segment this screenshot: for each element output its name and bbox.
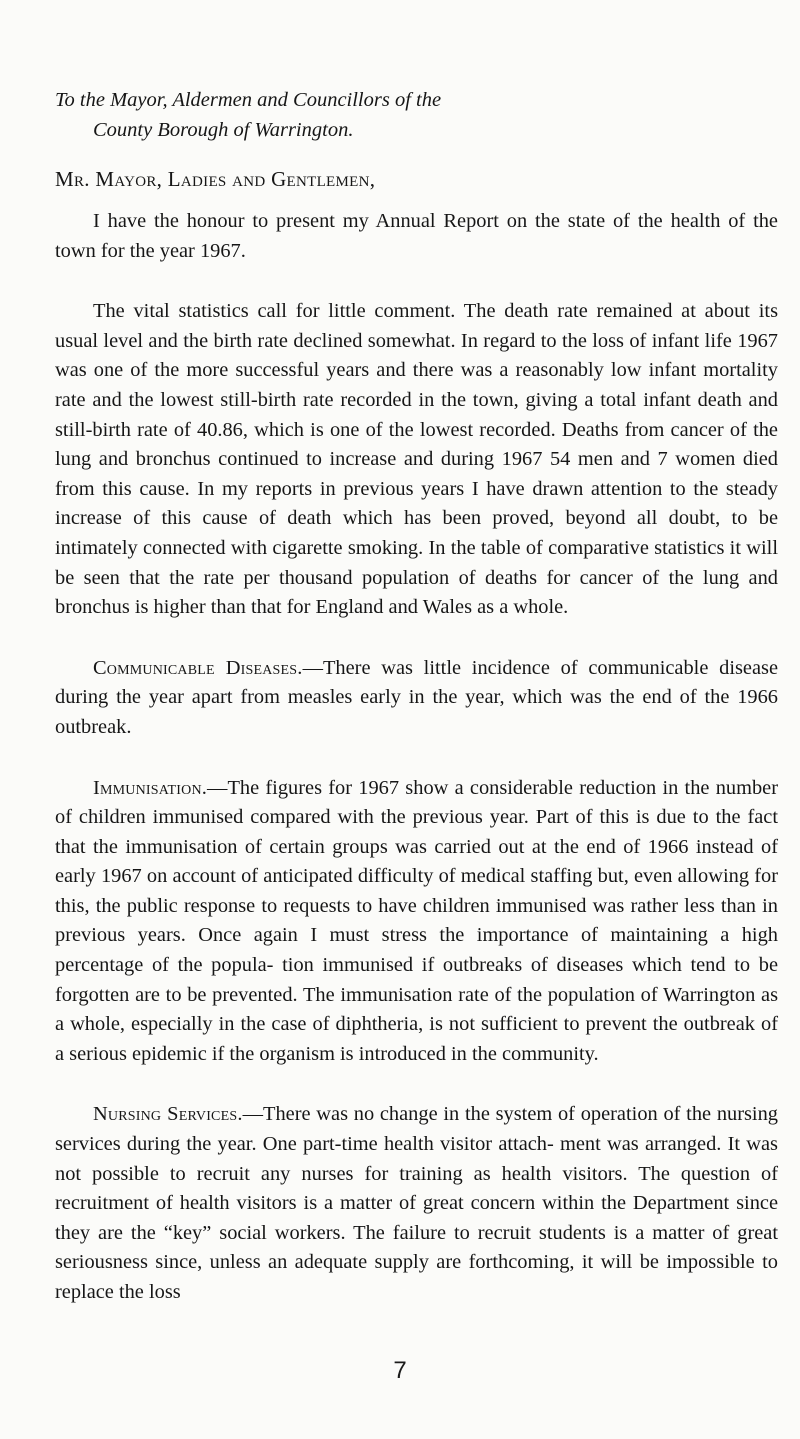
paragraph-communicable-diseases <box>55 654 778 743</box>
section-heading: Nursing Services. <box>93 1103 243 1126</box>
paragraph-text: I have the honour to present my Annual Report on the state of the health of the town for the year 1967. <box>55 210 778 262</box>
section-heading: Immunisation. <box>93 776 208 799</box>
paragraph-introduction <box>55 207 778 266</box>
page-number: 7 <box>393 1357 407 1384</box>
address-block <box>55 85 778 145</box>
document-page <box>55 85 778 1308</box>
address-line-2: County Borough of Warrington. <box>93 119 354 141</box>
paragraph-text: —There was no change in the system of operation of the nursing services during the year. One part-time health visitor attach- ment was arranged. It was not possible to recruit any nurses for training as health visitors. The question of recruitment of health visitors is a matter of great concern within the Department since they are the “key” social workers. The failure to recruit students is a matter of great seriousness since, unless an adequate supply are forthcoming, it will be impossible to replace the loss <box>55 1103 778 1303</box>
section-heading: Communicable Diseases. <box>93 656 303 679</box>
paragraph-nursing-services <box>55 1100 778 1307</box>
address-line-1: To the Mayor, Aldermen and Councillors of the <box>55 89 442 111</box>
paragraph-text: The vital statistics call for little comment. The death rate remained at about its usual level and the birth rate declined somewhat. In regard to the loss of infant life 1967 was one of the more successful years and there was a reasonably low infant mortality rate and the lowest still-birth rate recorded in the town, giving a total infant death and still-birth rate of 40.86, which is one of the lowest recorded. Deaths from cancer of the lung and bronchus continued to increase and during 1967 54 men and 7 women died from this cause. In my reports in previous years I have drawn attention to the steady increase of this cause of death which has been proved, beyond all doubt, to be intimately connected with cigarette smoking. In the table of comparative statistics it will be seen that the rate per thousand population of deaths for cancer of the lung and bronchus is higher than that for England and Wales as a whole. <box>55 300 778 619</box>
paragraph-immunisation <box>55 774 778 1070</box>
paragraph-text: —There was little incidence of communicable disease during the year apart from measles early in the year, which was the end of the 1966 outbreak. <box>55 656 779 738</box>
salutation: Mr. Mayor, Ladies and Gentlemen, <box>55 167 376 191</box>
paragraph-vital-statistics <box>55 297 778 623</box>
paragraph-text: —The figures for 1967 show a considerable reduction in the number of children immunised compared with the previous year. Part of this is due to the fact that the immunisation of certain groups was carried out at the end of 1966 instead of early 1967 on account of anticipated difficulty of medical staffing but, even allowing for this, the public response to requests to have children immunised was rather less than in previous years. Once again I must stress the importance of maintaining a high percentage of the popula- tion immunised if outbreaks of diseases which tend to be forgotten are to be prevented. The immunisation rate of the population of Warrington as a whole, especially in the case of diphtheria, is not sufficient to prevent the outbreak of a serious epidemic if the organism is introduced in the community. <box>55 776 778 1065</box>
